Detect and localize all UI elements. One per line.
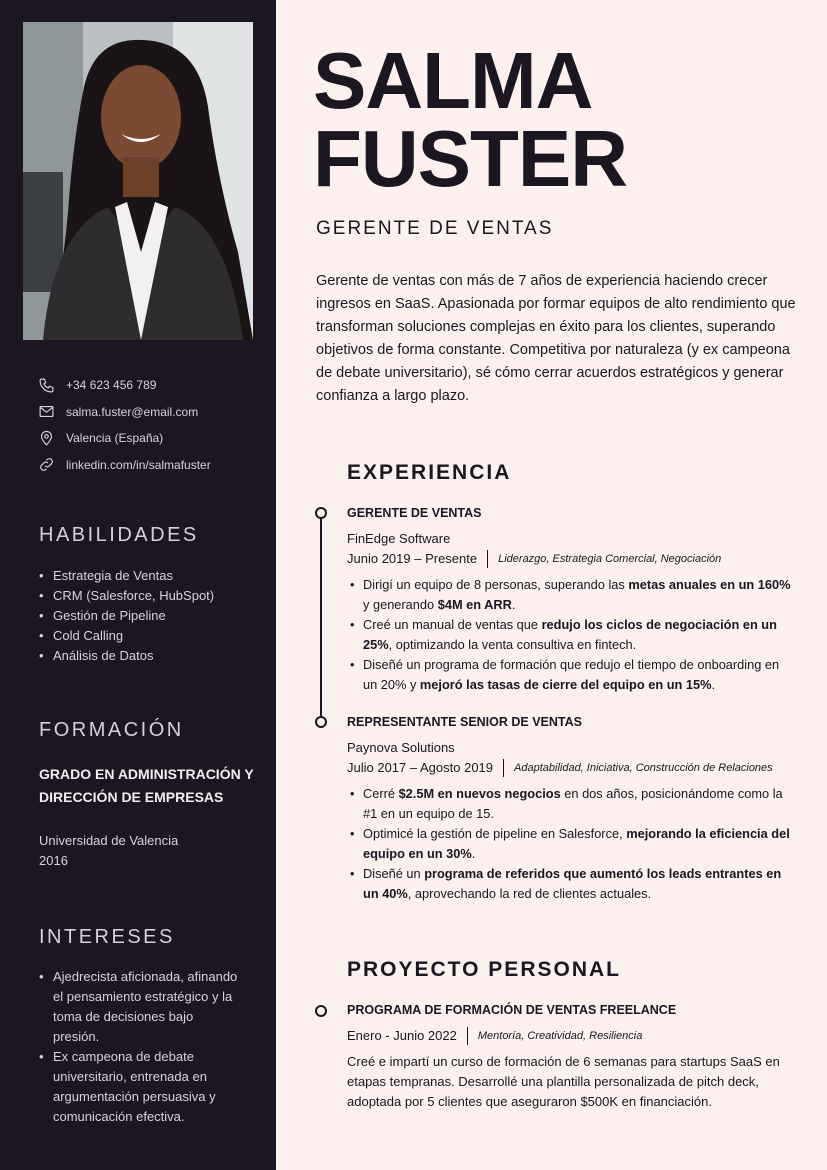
list-item: • CRM (Salesforce, HubSpot) — [39, 586, 214, 606]
list-item: • Gestión de Pipeline — [39, 606, 214, 626]
job-bullets — [347, 784, 792, 904]
skills-heading: HABILIDADES — [39, 524, 199, 546]
list-item: • Ajedrecista aficionada, afinando el pensamiento estratégico y la toma de decisiones bajo presión. — [39, 967, 239, 1047]
list-item: • Optimicé la gestión de pipeline en Salesforce, mejorando la eficiencia del equipo en un 30%. — [347, 824, 792, 864]
location-icon — [38, 430, 66, 447]
project-dates: Enero - Junio 2022 — [347, 1028, 457, 1043]
project-meta — [347, 1026, 792, 1046]
list-item: • Diseñé un programa de referidos que aumentó los leads entrantes en un 40%, aprovechando la red de clientes actuales. — [347, 864, 792, 904]
timeline-dot — [315, 507, 327, 519]
job-entry-title: REPRESENTANTE SENIOR DE VENTAS — [347, 715, 582, 729]
contact-phone-text: +34 623 456 789 — [66, 378, 157, 393]
timeline-line — [320, 518, 322, 716]
list-item: • Análisis de Datos — [39, 646, 214, 666]
job-title: GERENTE DE VENTAS — [316, 218, 554, 239]
phone-icon — [38, 377, 66, 394]
education-year: 2016 — [39, 853, 68, 868]
list-item: • Creé un manual de ventas que redujo los ciclos de negociación en un 25%, optimizando la venta consultiva en fintech. — [347, 615, 792, 655]
email-icon — [38, 403, 66, 420]
sidebar — [0, 0, 276, 1170]
divider — [503, 759, 504, 777]
contact-list — [38, 372, 211, 478]
list-item: • Diseñé un programa de formación que redujo el tiempo de onboarding en un 20% y mejoró las tasas de cierre del equipo en un 15%. — [347, 655, 792, 695]
project-entry — [347, 1000, 792, 1112]
list-item: • Dirigí un equipo de 8 personas, superando las metas anuales en un 160% y generando $4M en ARR. — [347, 575, 792, 615]
list-item: • Cerré $2.5M en nuevos negocios en dos años, posicionándome como la #1 en un equipo de 15. — [347, 784, 792, 824]
job-meta — [347, 758, 792, 778]
job-company: FinEdge Software — [347, 531, 451, 546]
job-company: Paynova Solutions — [347, 740, 455, 755]
list-item: • Cold Calling — [39, 626, 214, 646]
first-name: SALMA — [313, 36, 593, 125]
profile-photo — [23, 22, 253, 340]
project-heading: PROYECTO PERSONAL — [347, 958, 621, 981]
skills-list — [39, 566, 214, 666]
education-school: Universidad de Valencia — [39, 833, 179, 848]
timeline-dot — [315, 716, 327, 728]
list-item: • Ex campeona de debate universitario, entrenada en argumentación persuasiva y comunicación efectiva. — [39, 1047, 239, 1127]
job-bullets — [347, 575, 792, 695]
project-description: Creé e impartí un curso de formación de 6 semanas para startups SaaS en etapas tempranas. Desarrollé una plantilla personalizada de pitch deck, adoptada por 5 clientes que aseguraron $500K en financiación. — [347, 1054, 780, 1109]
contact-phone[interactable] — [38, 372, 211, 399]
candidate-name — [313, 36, 627, 203]
education-heading: FORMACIÓN — [39, 719, 184, 741]
divider — [487, 550, 488, 568]
job-entry — [347, 712, 792, 904]
job-meta — [347, 549, 792, 569]
experience-heading: EXPERIENCIA — [347, 461, 512, 484]
contact-email[interactable] — [38, 399, 211, 426]
education-degree: GRADO EN ADMINISTRACIÓN Y DIRECCIÓN DE EMPRESAS — [39, 766, 254, 805]
project-title: PROGRAMA DE FORMACIÓN DE VENTAS FREELANCE — [347, 1003, 677, 1017]
divider — [467, 1027, 468, 1045]
timeline-dot — [315, 1005, 327, 1017]
contact-linkedin[interactable] — [38, 452, 211, 479]
job-entry — [347, 503, 792, 695]
profile-summary: Gerente de ventas con más de 7 años de experiencia haciendo crecer ingresos en SaaS. Apasionada por formar equipos de alto rendimiento que transforman soluciones complejas en éxito para los clientes, superando objetivos de forma constante. Competitiva por naturaleza (y ex campeona de debate universitario), sé cómo cerrar acuerdos estratégicos y generar confianza a largo plazo. — [316, 273, 796, 404]
last-name: FUSTER — [313, 114, 627, 203]
interests-heading: INTERESES — [39, 926, 175, 948]
project-skills: Mentoría, Creatividad, Resiliencia — [477, 1030, 643, 1042]
job-skills: Liderazgo, Estrategia Comercial, Negociación — [498, 553, 722, 565]
list-item: • Estrategia de Ventas — [39, 566, 214, 586]
job-entry-title: GERENTE DE VENTAS — [347, 506, 482, 520]
link-icon — [38, 456, 66, 473]
contact-location — [38, 425, 211, 452]
job-dates: Julio 2017 – Agosto 2019 — [347, 760, 494, 775]
contact-email-text: salma.fuster@email.com — [66, 404, 199, 419]
contact-location-text: Valencia (España) — [66, 431, 164, 446]
job-dates: Junio 2019 – Presente — [347, 551, 478, 566]
job-skills: Adaptabilidad, Iniciativa, Construcción de Relaciones — [514, 762, 773, 774]
contact-linkedin-text: linkedin.com/in/salmafuster — [66, 457, 211, 472]
interests-list — [39, 967, 239, 1127]
